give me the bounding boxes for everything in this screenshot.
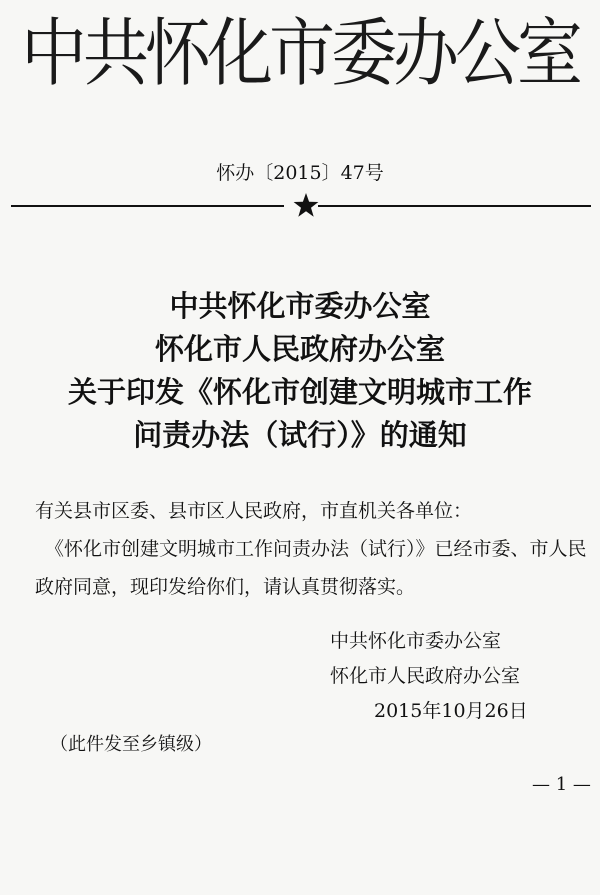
page-number: — 1 — [532,774,591,795]
divider-line-right [318,205,591,207]
document-title [0,285,600,457]
title-line-2: 怀化市人民政府办公室 [154,332,445,366]
body-paragraph [35,530,590,606]
distribution-note: （此件发至乡镇级） [50,734,212,755]
header-divider [11,192,591,220]
star-icon [293,192,319,218]
divider-line-left [11,205,284,207]
body-paragraph-text: 《怀化市创建文明城市工作问责办法（试行）》已经市委、市人民政府同意，现印发给你们，请认真贯彻落实。 [35,538,587,598]
signature-block [330,624,590,729]
signature-org-1: 中共怀化市委办公室 [330,630,502,652]
title-line-3: 关于印发《怀化市创建文明城市工作 [67,375,532,409]
title-line-1: 中共怀化市委办公室 [169,289,431,323]
document-number: 怀办〔2015〕47号 [216,162,384,184]
title-line-4: 问责办法（试行）》的通知 [133,418,467,452]
salutation: 有关县市区委、县市区人民政府，市直机关各单位： [35,500,473,522]
masthead-title: 中共怀化市委办公室 [21,10,579,97]
signature-org-2: 怀化市人民政府办公室 [330,665,521,687]
signature-date: 2015年10月26日 [374,700,528,722]
document-body [35,492,590,606]
